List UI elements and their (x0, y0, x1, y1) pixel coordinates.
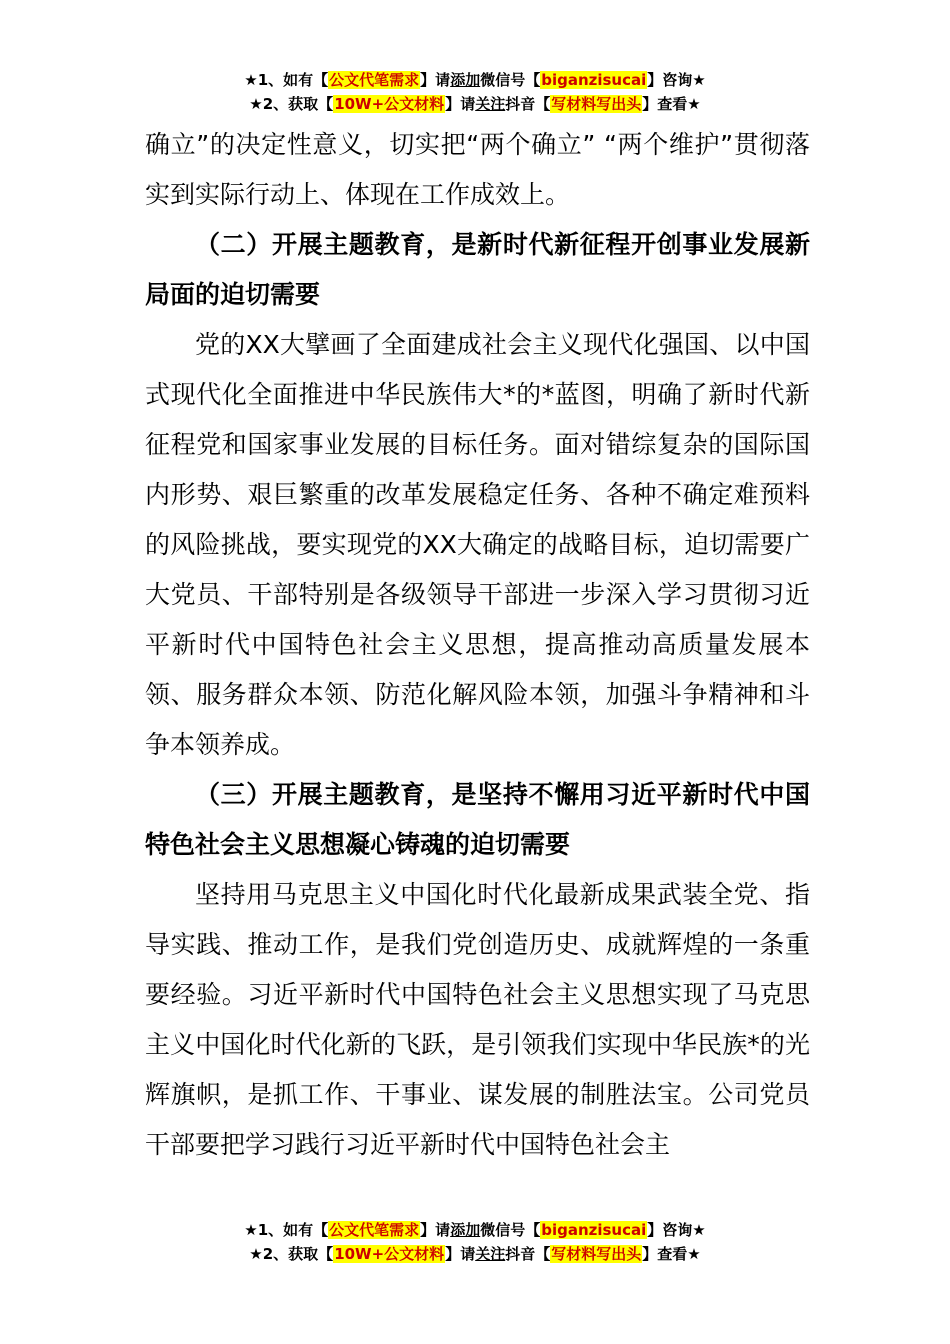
banner-text: ★1、如有【 (244, 71, 329, 89)
banner-text: 】查看★ (642, 1245, 701, 1263)
banner-underline: 添加 (450, 71, 481, 89)
banner-line-1 (0, 1218, 950, 1242)
banner-text: 微信号【 (480, 71, 541, 89)
banner-text: ★2、获取【 (249, 1245, 334, 1263)
banner-line-1 (0, 68, 950, 92)
banner-highlight: biganzisucai (541, 1221, 647, 1239)
banner-highlight: 写材料写出头 (551, 95, 642, 113)
banner-highlight: 公文代笔需求 (329, 71, 420, 89)
footer-banner (0, 1218, 950, 1266)
banner-underline: 关注 (475, 1245, 506, 1263)
banner-line-2 (0, 1242, 950, 1266)
banner-text: 抖音【 (505, 1245, 551, 1263)
banner-text: 】咨询★ (647, 71, 706, 89)
banner-text: 抖音【 (505, 95, 551, 113)
paragraph-continued: 确立”的决定性意义，切实把“两个确立” “两个维护”贯彻落实到实际行动上、体现在工作成效上。 (145, 130, 810, 209)
banner-text: 】请 (445, 1245, 476, 1263)
banner-text: 微信号【 (480, 1221, 541, 1239)
banner-highlight: 公文代笔需求 (329, 1221, 420, 1239)
banner-line-2 (0, 92, 950, 116)
banner-text: 】请 (420, 71, 451, 89)
banner-text: ★2、获取【 (249, 95, 334, 113)
banner-highlight: 写材料写出头 (551, 1245, 642, 1263)
paragraph-2: 党的XX大擘画了全面建成社会主义现代化强国、以中国式现代化全面推进中华民族伟大*的*蓝图，明确了新时代新征程党和国家事业发展的目标任务。面对错综复杂的国际国内形势、艰巨繁重的改革发展稳定任务、各种不确定难预料的风险挑战，要实现党的XX大确定的战略目标，迫切需要广大党员、干部特别是各级领导干部进一步深入学习贯彻习近平新时代中国特色社会主义思想，提高推动高质量发展本领、服务群众本领、防范化解风险本领，加强斗争精神和斗争本领养成。 (145, 330, 810, 759)
banner-highlight: 10W+公文材料 (334, 1245, 445, 1263)
banner-text: 】请 (420, 1221, 451, 1239)
document-body (145, 120, 810, 1170)
section-heading-3: （三）开展主题教育，是坚持不懈用习近平新时代中国特色社会主义思想凝心铸魂的迫切需要 (145, 780, 810, 859)
paragraph-3: 坚持用马克思主义中国化时代化最新成果武装全党、指导实践、推动工作，是我们党创造历史、成就辉煌的一条重要经验。习近平新时代中国特色社会主义思想实现了马克思主义中国化时代化新的飞跃，是引领我们实现中华民族*的光辉旗帜，是抓工作、干事业、谋发展的制胜法宝。公司党员干部要把学习践行习近平新时代中国特色社会主 (145, 880, 810, 1159)
header-banner (0, 68, 950, 116)
banner-underline: 添加 (450, 1221, 481, 1239)
banner-highlight: biganzisucai (541, 71, 647, 89)
section-heading-2: （二）开展主题教育，是新时代新征程开创事业发展新局面的迫切需要 (145, 230, 810, 309)
banner-text: 】请 (445, 95, 476, 113)
banner-highlight: 10W+公文材料 (334, 95, 445, 113)
banner-text: 】咨询★ (647, 1221, 706, 1239)
banner-underline: 关注 (475, 95, 506, 113)
banner-text: 】查看★ (642, 95, 701, 113)
banner-text: ★1、如有【 (244, 1221, 329, 1239)
